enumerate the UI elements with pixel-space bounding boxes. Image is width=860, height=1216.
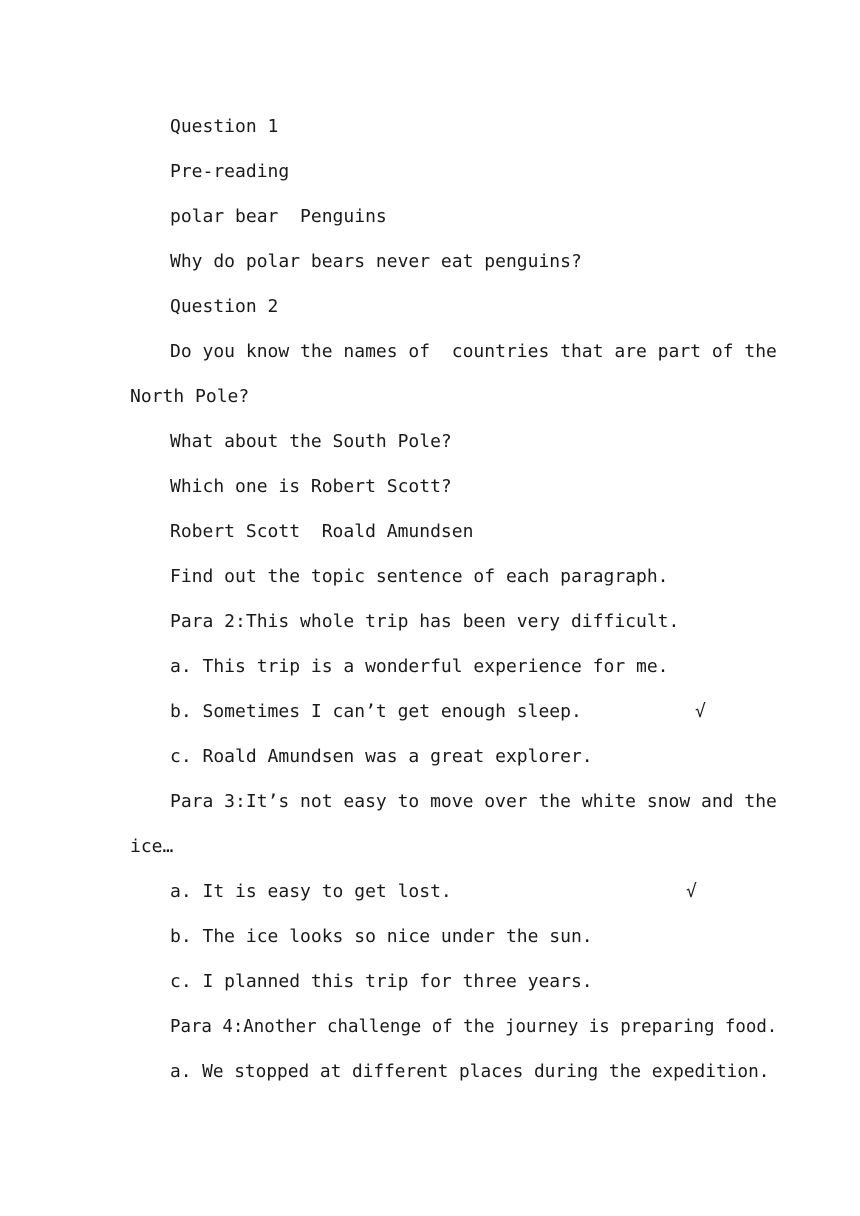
animals-line: polar bear Penguins <box>170 206 387 227</box>
para-2-option-c: c. Roald Amundsen was a great explorer. <box>170 746 593 767</box>
explorers-line: Robert Scott Roald Amundsen <box>170 521 474 542</box>
question-robert-scott: Which one is Robert Scott? <box>170 476 452 497</box>
para-4-heading: Para 4:Another challenge of the journey is preparing food. <box>170 1017 778 1037</box>
para-3-heading-cont: ice… <box>130 836 174 857</box>
para-3-option-c: c. I planned this trip for three years. <box>170 971 593 992</box>
question-north-pole-cont: North Pole? <box>130 386 250 407</box>
question-2-heading: Question 2 <box>170 296 279 317</box>
topic-sentence-instruction: Find out the topic sentence of each paragraph. <box>170 566 669 587</box>
para-4-option-a: a. We stopped at different places during the expedition. <box>170 1061 770 1082</box>
check-mark-para-3: √ <box>686 881 697 902</box>
check-mark-para-2: √ <box>695 701 706 722</box>
question-north-pole: Do you know the names of countries that are part of the <box>170 341 777 362</box>
para-2-option-a: a. This trip is a wonderful experience for me. <box>170 656 669 677</box>
para-3-option-b: b. The ice looks so nice under the sun. <box>170 926 593 947</box>
question-1-heading: Question 1 <box>170 116 279 137</box>
pre-reading-heading: Pre-reading <box>170 161 290 182</box>
question-polar-bears: Why do polar bears never eat penguins? <box>170 251 582 272</box>
question-south-pole: What about the South Pole? <box>170 431 452 452</box>
para-2-heading: Para 2:This whole trip has been very difficult. <box>170 611 680 632</box>
para-2-option-b: b. Sometimes I can’t get enough sleep. <box>170 701 582 722</box>
para-3-heading: Para 3:It’s not easy to move over the white snow and the <box>170 791 777 812</box>
para-3-option-a: a. It is easy to get lost. <box>170 881 452 902</box>
